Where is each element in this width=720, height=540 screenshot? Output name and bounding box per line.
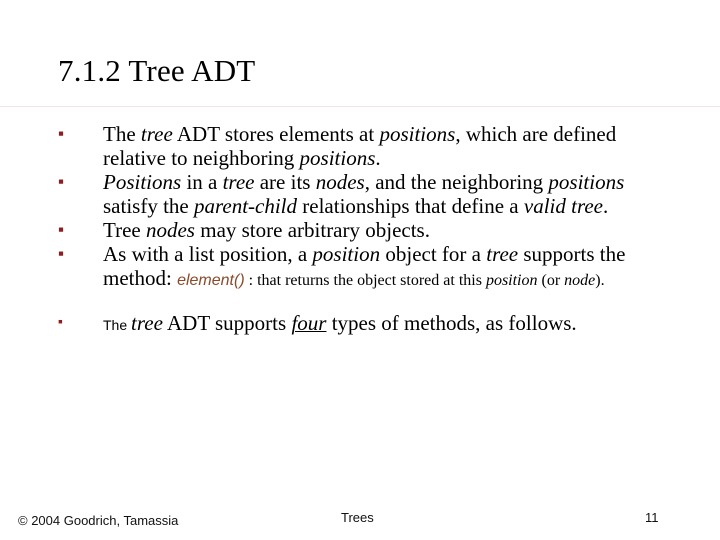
bullet-square-icon: ▪ bbox=[58, 244, 65, 263]
text-segment: relationships that define a bbox=[297, 194, 524, 218]
bullet-text-3 bbox=[103, 218, 430, 242]
text-segment: . bbox=[375, 146, 381, 170]
slide-title: 7.1.2 Tree ADT bbox=[58, 53, 256, 88]
text-segment: (or bbox=[537, 272, 565, 289]
bullet-item-4 bbox=[58, 242, 678, 293]
text-segment: positions bbox=[379, 122, 456, 146]
text-segment: , and the neighboring bbox=[364, 170, 549, 194]
footer-section-title: Trees bbox=[341, 510, 374, 525]
bullet-item-2 bbox=[58, 170, 678, 218]
bullet-list bbox=[58, 122, 678, 337]
text-segment: types of methods, as follows. bbox=[326, 311, 577, 335]
bullet-square-icon: ▪ bbox=[58, 220, 65, 239]
text-segment: in a bbox=[181, 170, 223, 194]
bullet-text-2 bbox=[103, 170, 624, 218]
text-segment: positions bbox=[299, 146, 376, 170]
bullet-square-icon: ▪ bbox=[58, 124, 65, 143]
bullet-text-4 bbox=[103, 242, 625, 290]
bullet-item-3 bbox=[58, 218, 678, 242]
text-segment: position bbox=[485, 272, 538, 289]
bullet-text-5 bbox=[103, 311, 577, 335]
text-segment: : that returns the object stored at this bbox=[244, 272, 486, 289]
title-divider bbox=[0, 106, 720, 107]
text-segment: are its bbox=[254, 170, 316, 194]
text-segment: As with a list position, a bbox=[103, 242, 313, 266]
text-segment: parent-child bbox=[193, 194, 298, 218]
text-segment: tree bbox=[131, 311, 163, 335]
text-segment: Tree bbox=[103, 218, 146, 242]
bullet-square-icon: ▪ bbox=[58, 315, 63, 330]
text-segment: may store arbitrary objects. bbox=[194, 218, 430, 242]
text-segment: tree bbox=[140, 122, 173, 146]
text-segment: ADT stores elements at bbox=[172, 122, 380, 146]
text-segment: four bbox=[291, 311, 327, 335]
footer-copyright: © 2004 Goodrich, Tamassia bbox=[18, 513, 179, 528]
text-segment: The bbox=[103, 317, 132, 333]
text-segment: tree bbox=[222, 170, 255, 194]
bullet-item-1 bbox=[58, 122, 678, 170]
text-segment: supports the method: bbox=[103, 242, 626, 290]
bullet-text-1 bbox=[103, 122, 616, 170]
method-element-code: element() bbox=[177, 272, 245, 289]
text-segment: positions bbox=[548, 170, 625, 194]
text-segment: nodes bbox=[315, 170, 365, 194]
text-segment: tree bbox=[486, 242, 519, 266]
footer-page-number: 11 bbox=[645, 510, 659, 525]
text-segment: Positions bbox=[103, 170, 182, 194]
text-segment: . bbox=[602, 194, 609, 218]
text-segment: , which are defined relative to neighboring bbox=[103, 122, 617, 170]
text-segment: ADT supports bbox=[162, 311, 292, 335]
text-segment: The bbox=[103, 122, 141, 146]
text-segment: position bbox=[312, 242, 381, 266]
bullet-item-5 bbox=[58, 311, 678, 337]
text-segment: valid tree bbox=[523, 194, 603, 218]
text-segment: ). bbox=[595, 272, 605, 289]
text-segment: node bbox=[564, 272, 596, 289]
text-segment: nodes bbox=[145, 218, 195, 242]
bullet-square-icon: ▪ bbox=[58, 172, 65, 191]
text-segment: object for a bbox=[380, 242, 487, 266]
text-segment: satisfy the bbox=[103, 194, 194, 218]
